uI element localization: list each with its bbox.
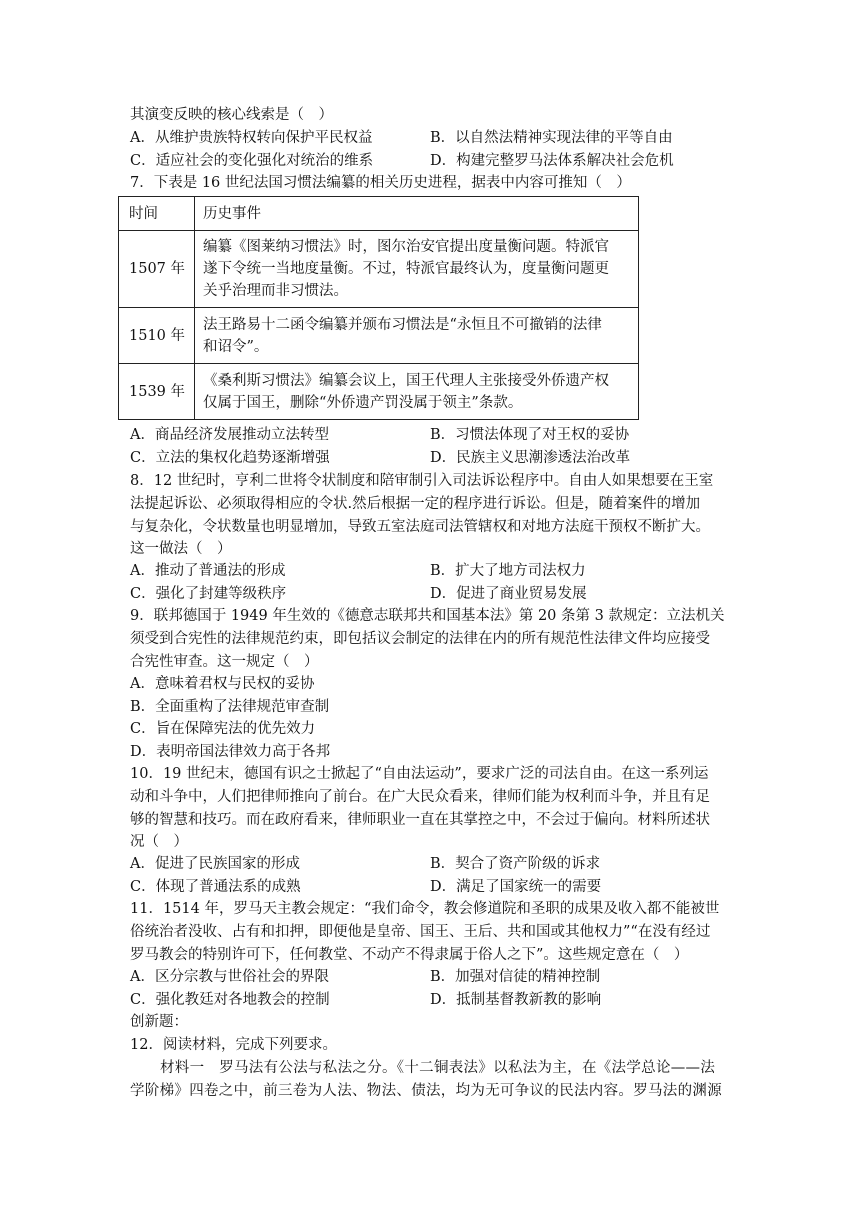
- q6-option-b: B．以自然法精神实现法律的平等自由: [430, 130, 673, 146]
- q9-option-d: D．表明帝国法律效力高于各邦: [130, 744, 331, 760]
- q7-option-b: B．习惯法体现了对王权的妥协: [430, 427, 630, 443]
- q8-stem-line: 这一做法（ ）: [130, 541, 232, 557]
- q10-option-b: B．契合了资产阶级的诉求: [430, 856, 601, 872]
- q8-option-d: D．促进了商业贸易发展: [430, 586, 587, 602]
- q9-option-a: A．意味着君权与民权的妥协: [130, 676, 315, 692]
- q6-option-c: C．适应社会的变化强化对统治的维系: [130, 153, 374, 169]
- q8-stem-line: 与复杂化，令状数量也明显增加，导致五室法庭司法管辖权和对地方法庭干预权不断扩大。: [130, 519, 710, 535]
- table-header-event: 历史事件: [195, 197, 639, 231]
- q12-material-line: 学阶梯》四卷之中，前三卷为人法、物法、债法，均为无可争议的民法内容。罗马法的渊源: [130, 1083, 722, 1099]
- q10-stem-line: 10．19 世纪末，德国有识之士掀起了“自由法运动”，要求广泛的司法自由。在这一系列运: [130, 766, 709, 782]
- q8-option-a: A．推动了普通法的形成: [130, 563, 286, 579]
- q12-stem: 12．阅读材料，完成下列要求。: [130, 1037, 337, 1053]
- row-year: 1539 年: [119, 364, 195, 420]
- q11-option-a: A．区分宗教与世俗社会的界限: [130, 969, 329, 985]
- q7-option-d: D．民族主义思潮渗透法治改革: [430, 450, 631, 466]
- q10-stem-line: 动和斗争中，人们把律师推向了前台。在广大民众看来，律师们能为权利而斗争，并且有足: [130, 789, 710, 805]
- event-line: 关乎治理而非习惯法。: [203, 283, 348, 299]
- table-header-row: [119, 197, 639, 231]
- event-line: 《桑利斯习惯法》编纂会议上，国王代理人主张接受外侨遗产权: [203, 372, 609, 389]
- section-title: 创新题：: [130, 1014, 188, 1030]
- q9-stem-line: 9．联邦德国于 1949 年生效的《德意志联邦共和国基本法》第 20 条第 3 款规定：立法机关: [130, 608, 725, 624]
- q9-stem-line: 合宪性审查。这一规定（ ）: [130, 654, 319, 670]
- q7-history-table: [118, 196, 639, 420]
- q8-stem-line: 法提起诉讼、必须取得相应的令状.然后根据一定的程序进行诉讼。但是，随着案件的增加: [130, 496, 701, 512]
- q6-option-d: D．构建完整罗马法体系解决社会危机: [430, 153, 674, 169]
- q11-stem-line: 俗统治者没收、占有和扣押，即便他是皇帝、国王、王后、共和国或其他权力”“在没有经过: [130, 924, 711, 940]
- q8-option-b: B．扩大了地方司法权力: [430, 563, 586, 579]
- q9-stem-line: 须受到合宪性的法律规范约束，即包括议会制定的法律在内的所有规范性法律文件均应接受: [130, 631, 710, 647]
- q11-option-b: B．加强对信徒的精神控制: [430, 969, 601, 985]
- q7-stem: 7．下表是 16 世纪法国习惯法编纂的相关历史进程，据表中内容可推知（ ）: [130, 175, 631, 191]
- q10-stem-line: 况（ ）: [130, 834, 188, 850]
- q7-option-c: C．立法的集权化趋势逐渐增强: [130, 450, 330, 466]
- q10-option-d: D．满足了国家统一的需要: [430, 879, 602, 895]
- q10-stem-line: 够的智慧和技巧。而在政府看来，律师职业一直在其掌控之中，不会过于偏向。材料所述状: [130, 812, 710, 828]
- q6-stem-tail: 其演变反映的核心线索是（ ）: [130, 107, 333, 123]
- row-event: [195, 364, 639, 420]
- event-line: 编纂《图莱纳习惯法》时，图尔治安官提出度量衡问题。特派官: [203, 239, 609, 255]
- q10-option-c: C．体现了普通法系的成熟: [130, 879, 301, 895]
- row-event: [195, 308, 639, 364]
- q8-stem-line: 8．12 世纪时，亨利二世将令状制度和陪审制引入司法诉讼程序中。自由人如果想要在王室: [130, 473, 714, 489]
- q11-stem-line: 罗马教会的特别许可下，任何教堂、不动产不得隶属于俗人之下”。这些规定意在（ ）: [130, 947, 689, 963]
- row-year: 1510 年: [119, 308, 195, 364]
- table-header-time: 时间: [119, 197, 195, 231]
- q6-option-a: A．从维护贵族特权转向保护平民权益: [130, 130, 373, 146]
- q11-option-c: C．强化教廷对各地教会的控制: [130, 992, 330, 1008]
- q9-option-b: B．全面重构了法律规范审查制: [130, 699, 330, 715]
- event-line: 仅属于国王，删除“外侨遗产罚没属于领主”条款。: [203, 394, 523, 411]
- q7-option-a: A．商品经济发展推动立法转型: [130, 427, 329, 443]
- event-line: 遂下令统一当地度量衡。不过，特派官最终认为，度量衡问题更: [203, 261, 609, 277]
- q10-option-a: A．促进了民族国家的形成: [130, 856, 300, 872]
- q12-material-line: 材料一 罗马法有公法与私法之分。《十二铜表法》以私法为主，在《法学总论——法: [160, 1060, 716, 1076]
- q11-option-d: D．抵制基督教新教的影响: [430, 992, 602, 1008]
- row-event: [195, 231, 639, 308]
- table-row: [119, 308, 639, 364]
- event-line: 和诏令”。: [203, 338, 269, 355]
- table-row: [119, 364, 639, 420]
- event-line: 法王路易十二函令编纂并颁布习惯法是“永恒且不可撤销的法律: [203, 316, 602, 333]
- table-row: [119, 231, 639, 308]
- row-year: 1507 年: [119, 231, 195, 308]
- q11-stem-line: 11．1514 年，罗马天主教会规定：“我们命令，教会修道院和圣职的成果及收入都不能被世: [130, 901, 720, 917]
- q9-option-c: C．旨在保障宪法的优先效力: [130, 721, 316, 737]
- q8-option-c: C．强化了封建等级秩序: [130, 586, 287, 602]
